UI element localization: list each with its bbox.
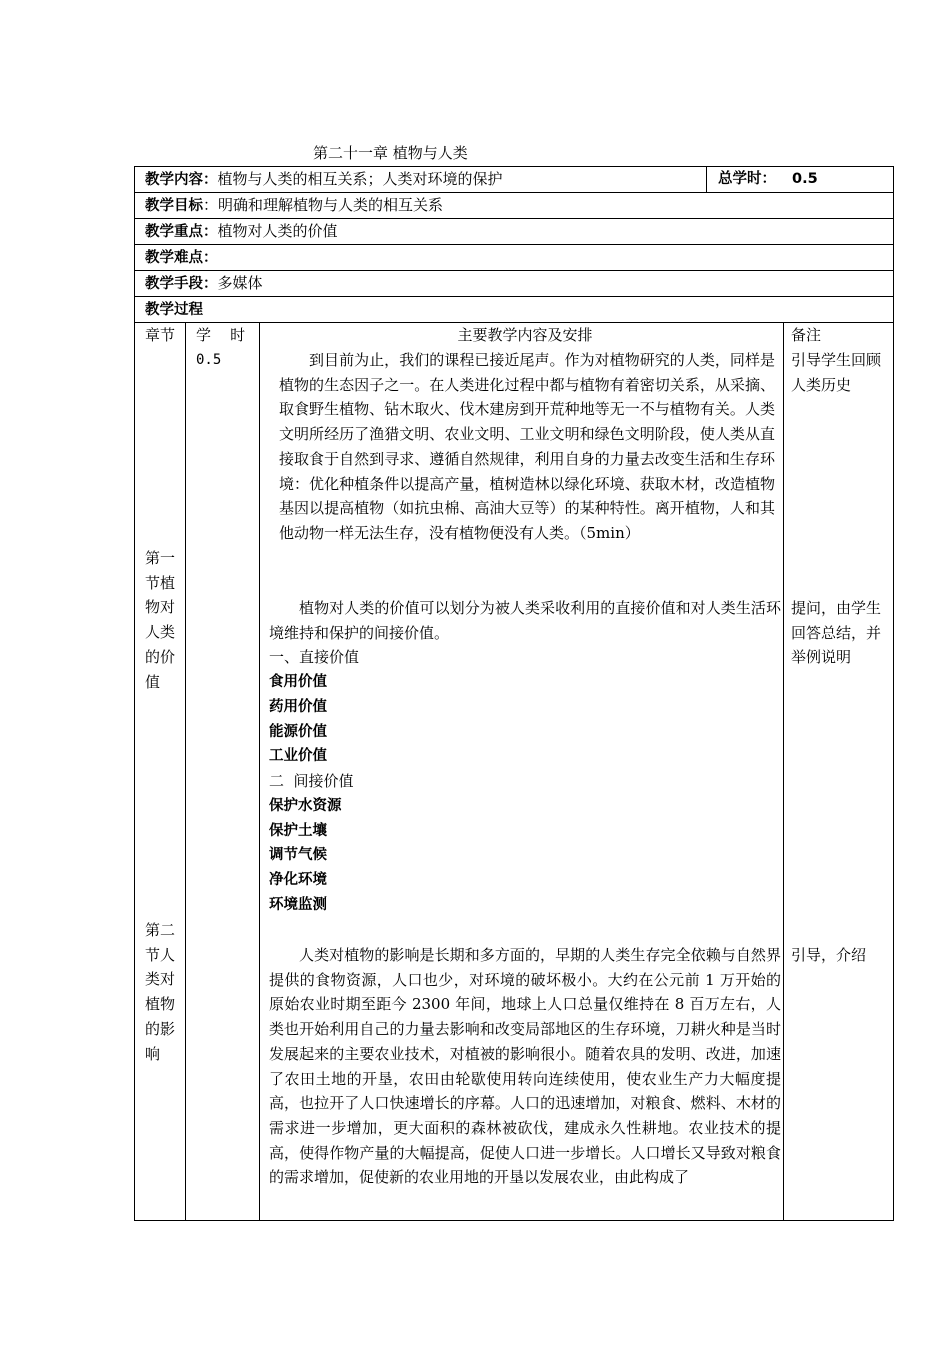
colon-goal: ： [203, 196, 219, 214]
focus-value: 植物对人类的价值 [217, 222, 338, 240]
section-1-title: 第一节植物对人类的价值 [145, 549, 176, 691]
row-process [135, 297, 893, 323]
lesson-table [134, 166, 894, 1221]
row-content [135, 167, 893, 193]
section-2-title: 第二节人类对植物的影响 [145, 921, 176, 1063]
focus-label: 教学重点 [145, 224, 203, 240]
page-title: 第二十一章 植物与人类 [313, 144, 468, 162]
direct-value-heading: 一、直接价值 [269, 648, 360, 666]
row-difficulty [135, 245, 893, 271]
list-item: 保护水资源 [269, 798, 342, 814]
means-value: 多媒体 [217, 274, 263, 292]
row-goal [135, 193, 893, 219]
means-label: 教学手段 [145, 276, 203, 292]
hours-value: 0.5 [792, 171, 818, 187]
goal-value: 明确和理解植物与人类的相互关系 [218, 196, 444, 214]
row-hours-value: 0.5 [196, 352, 222, 368]
row-focus [135, 219, 893, 245]
list-item: 净化环境 [269, 872, 327, 888]
divider-col3 [783, 323, 784, 1220]
goal-label: 教学目标 [145, 198, 203, 214]
hours-label: 总学时： [718, 171, 776, 187]
main-column-header: 主要教学内容及安排 [457, 326, 593, 344]
row-means [135, 271, 893, 297]
list-item: 环境监测 [269, 897, 327, 913]
list-item: 药用价值 [269, 699, 327, 715]
value-paragraph: 植物对人类的价值可以划分为被人类采收利用的直接价值和对人类生活环境维持和保护的间接价值。 [269, 599, 781, 642]
process-label: 教学过程 [145, 302, 203, 318]
list-item: 调节气候 [269, 847, 327, 863]
list-item: 保护土壤 [269, 823, 327, 839]
divider-col1 [185, 323, 186, 1220]
note-2: 提问，由学生回答总结，并举例说明 [791, 599, 882, 667]
divider-col2 [259, 323, 260, 1220]
colon-difficulty: ： [203, 250, 218, 266]
note-1: 引导学生回顾人类历史 [791, 351, 882, 394]
content-label: 教学内容 [145, 172, 203, 188]
intro-paragraph: 到目前为止，我们的课程已接近尾声。作为对植物研究的人类，同样是植物的生态因子之一。在人类进化过程中都与植物有着密切关系，从采摘、取食野生植物、钻木取火、伐木建房到开荒种地等无一不与植物有关。人类文明所经历了渔猎文明、农业文明、工业文明和绿色文明阶段，使人类从直接取食于自然到寻求、遵循自然规律，利用自身的力量去改变生活和生存环境：优化种植条件以提高产量，植树造林以绿化环境、获取木材，改造植物基因以提高植物（如抗虫棉、高油大豆等）的某种特性。离开植物，人和其他动物一样无法生存，没有植物便没有人类。（5min） [279, 351, 775, 542]
list-item: 食用价值 [269, 674, 327, 690]
content-value: 植物与人类的相互关系；人类对环境的保护 [217, 170, 503, 188]
list-item: 工业价值 [269, 748, 327, 764]
note-3: 引导，介绍 [791, 946, 867, 964]
chapter-column-header: 章节 [145, 326, 176, 344]
indirect-value-heading: 二 间接价值 [269, 772, 354, 790]
list-item: 能源价值 [269, 724, 327, 740]
colon-means: ： [203, 276, 218, 292]
notes-column-header: 备注 [791, 326, 822, 344]
influence-paragraph: 人类对植物的影响是长期和多方面的，早期的人类生存完全依赖与自然界提供的食物资源，人口也少，对环境的破坏极小。大约在公元前 1 万开始的原始农业时期至距今 2300 年间，地球上人口总量仅维持在 8 百万左右，人类也开始利用自己的力量去影响和改变局部地区的生存环境，刀耕火种是当时发展起来的主要农业技术，对植被的影响很小。随着农具的发明、改进，加速了农田土地的开垦，农田由轮歇使用转向连续使用，使农业生产力大幅度提高，也拉开了人口快速增长的序幕。人口的迅速增加，对粮食、燃料、木材的需求进一步增加，更大面积的森林被砍伐，建成永久性耕地。农业技术的提高，使得作物产量的大幅提高，促使人口进一步增长。人口增长又导致对粮食的需求增加，促使新的农业用地的开垦以发展农业，由此构成了 [269, 946, 781, 1187]
divider-hours [706, 167, 707, 193]
colon: ： [203, 172, 218, 188]
difficulty-label: 教学难点 [145, 250, 203, 266]
colon-focus: ： [203, 224, 218, 240]
hours-column-header: 学 时 [196, 326, 246, 344]
